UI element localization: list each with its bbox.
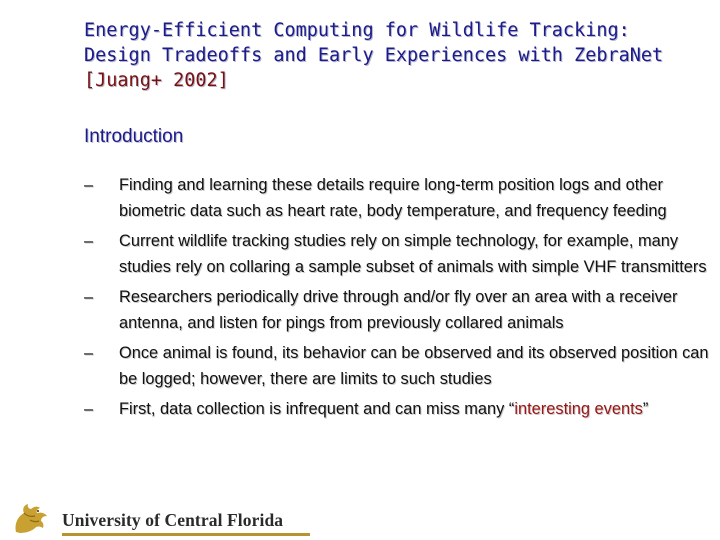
bullet-text: Once animal is found, its behavior can be observed and its observed position can be logged; however, there are limits to such studies bbox=[119, 344, 709, 388]
pegasus-logo-icon bbox=[10, 500, 50, 536]
bullet-dash: – bbox=[84, 232, 94, 250]
slide-title bbox=[84, 18, 704, 93]
bullet-item bbox=[84, 228, 716, 280]
university-name: University of Central Florida bbox=[62, 510, 284, 530]
bullet-text: Finding and learning these details require long-term position logs and other biometric data such as heart rate, body temperature, and frequency feeding bbox=[119, 176, 667, 220]
bullet-item bbox=[84, 284, 716, 336]
bullet-highlight: interesting events bbox=[514, 400, 643, 418]
title-line-2: Design Tradeoffs and Early Experiences with ZebraNet bbox=[84, 45, 664, 66]
bullet-list bbox=[84, 172, 716, 426]
title-line-1: Energy-Efficient Computing for Wildlife Tracking: bbox=[84, 20, 630, 41]
bullet-item bbox=[84, 340, 716, 392]
bullet-dash: – bbox=[84, 344, 94, 362]
bullet-dash: – bbox=[84, 176, 94, 194]
bullet-text: Current wildlife tracking studies rely on simple technology, for example, many studies rely on collaring a sample subset of animals with simple VHF transmitters bbox=[119, 232, 707, 276]
bullet-item bbox=[84, 172, 716, 224]
bullet-text: First, data collection is infrequent and can miss many “ bbox=[119, 400, 515, 418]
footer-branding bbox=[6, 494, 306, 540]
bullet-text-end: ” bbox=[642, 400, 649, 418]
bullet-dash: – bbox=[84, 400, 94, 418]
title-citation: [Juang+ 2002] bbox=[84, 70, 229, 91]
bullet-dash: – bbox=[84, 288, 94, 306]
section-heading: Introduction bbox=[84, 126, 184, 147]
bullet-text: Researchers periodically drive through and/or fly over an area with a receiver antenna, and listen for pings from previously collared animals bbox=[119, 288, 678, 332]
footer-underline bbox=[62, 533, 310, 536]
bullet-item bbox=[84, 396, 716, 422]
